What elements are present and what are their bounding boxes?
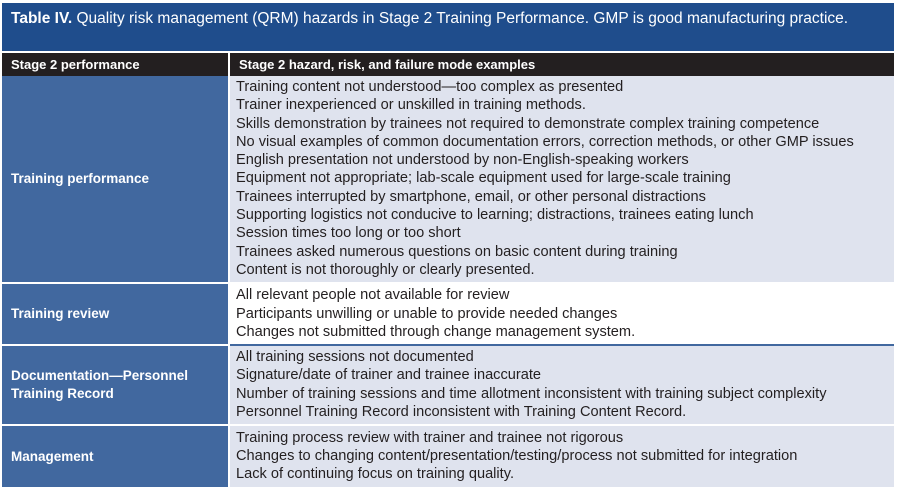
hazard-item: Training content not understood—too complex as presented	[236, 79, 624, 95]
hazard-item: Trainees interrupted by smartphone, email, or other personal distractions	[236, 188, 706, 205]
hazard-item: Lack of continuing focus on training quality.	[236, 466, 514, 483]
table-row	[2, 345, 894, 425]
row-items	[229, 345, 894, 425]
hazard-item: Signature/date of trainer and trainee inaccurate	[236, 367, 542, 384]
hazard-item: Trainer inexperienced or unskilled in training methods.	[236, 97, 586, 114]
table-row	[2, 283, 894, 345]
hazard-item: Changes not submitted through change management system.	[236, 323, 636, 340]
hazard-item: All relevant people not available for review	[236, 287, 510, 304]
row-label: Training performance	[2, 76, 229, 283]
hazard-item: Personnel Training Record inconsistent with Training Content Record.	[236, 404, 687, 421]
header-row	[2, 52, 894, 76]
hazard-item: English presentation not understood by non-English-speaking workers	[236, 152, 689, 169]
hazard-item: Trainees asked numerous questions on basic content during training	[236, 243, 678, 260]
hazard-item: Changes to changing content/presentation/testing/process not submitted for integration	[236, 448, 798, 465]
table-caption-text: Quality risk management (QRM) hazards in Stage 2 Training Performance. GMP is good manufacturing practice.	[72, 10, 849, 27]
row-items	[229, 425, 894, 487]
column-header-hazards: Stage 2 hazard, risk, and failure mode examples	[229, 52, 894, 76]
hazard-item: Number of training sessions and time allotment inconsistent with training subject complexity	[236, 385, 827, 402]
hazard-item: No visual examples of common documentation errors, correction methods, or other GMP issues	[236, 133, 854, 150]
hazard-item: Equipment not appropriate; lab-scale equipment used for large-scale training	[236, 170, 731, 187]
qrm-table-figure	[2, 3, 894, 487]
hazard-item: Training process review with trainer and trainee not rigorous	[236, 429, 624, 446]
hazard-item: Skills demonstration by trainees not required to demonstrate complex training competence	[236, 115, 820, 132]
table-caption	[2, 3, 894, 51]
hazard-item: Participants unwilling or unable to provide needed changes	[236, 305, 618, 322]
hazards-table	[2, 51, 894, 487]
row-items	[229, 76, 894, 283]
hazard-item: All training sessions not documented	[236, 349, 474, 366]
table-row	[2, 425, 894, 487]
hazard-item: Content is not thoroughly or clearly presented.	[236, 261, 535, 278]
row-label: Training review	[2, 283, 229, 345]
row-label: Documentation—Personnel Training Record	[2, 345, 229, 425]
row-label: Management	[2, 425, 229, 487]
hazard-item: Supporting logistics not conducive to learning; distractions, trainees eating lunch	[236, 207, 754, 224]
table-caption-label: Table IV.	[11, 10, 73, 27]
row-items	[229, 283, 894, 345]
hazard-item: Session times too long or too short	[236, 225, 461, 242]
column-header-performance: Stage 2 performance	[2, 52, 229, 76]
table-row	[2, 76, 894, 283]
